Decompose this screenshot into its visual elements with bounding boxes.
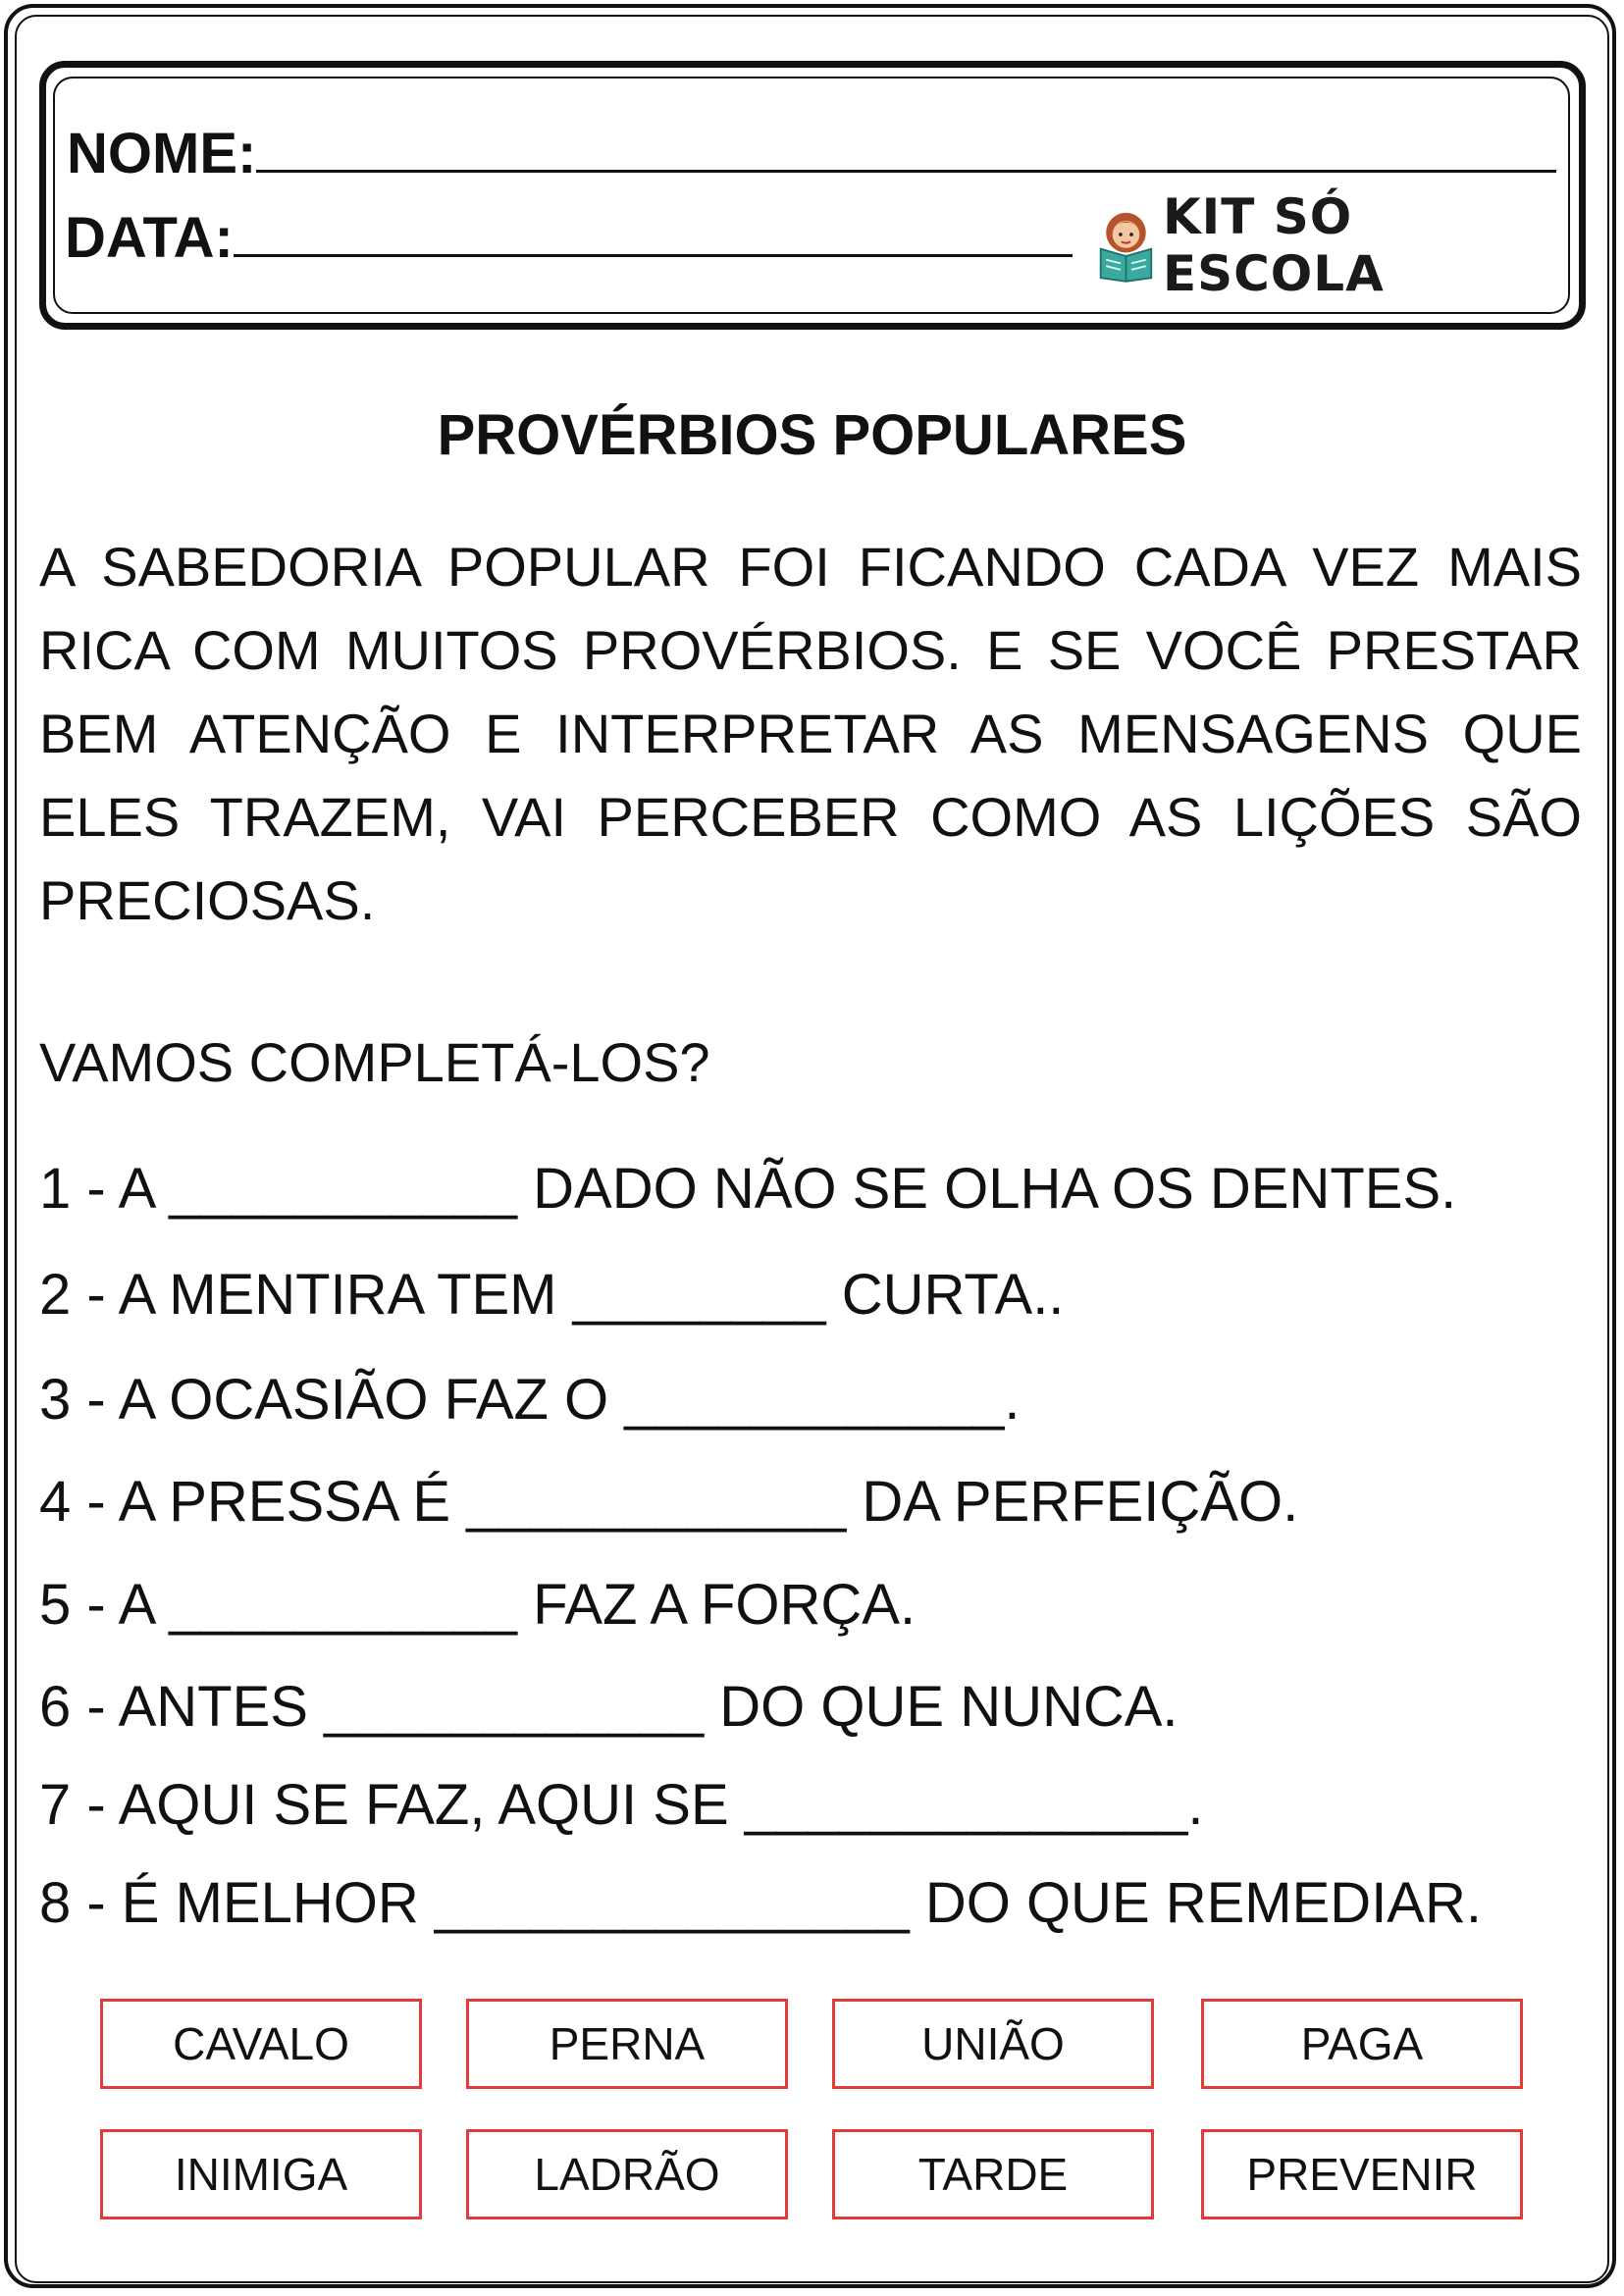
proverb-item-2: 2 - A MENTIRA TEM ________ CURTA.. <box>39 1263 1065 1327</box>
proverb-item-4: 4 - A PRESSA É ____________ DA PERFEIÇÃO. <box>39 1470 1299 1534</box>
question-prompt: VAMOS COMPLETÁ-LOS? <box>39 1031 710 1093</box>
word-box-perna: PERNA <box>466 1999 788 2089</box>
page-title: PROVÉRBIOS POPULARES <box>437 403 1187 467</box>
word-box-inimiga: INIMIGA <box>100 2129 422 2219</box>
proverb-item-7: 7 - AQUI SE FAZ, AQUI SE ______________. <box>39 1773 1204 1837</box>
word-box-paga: PAGA <box>1201 1999 1523 2089</box>
date-label: DATA: <box>65 206 234 270</box>
name-field-line[interactable] <box>256 169 1556 173</box>
proverb-item-3: 3 - A OCASIÃO FAZ O ____________. <box>39 1368 1021 1432</box>
name-label: NOME: <box>67 122 257 185</box>
proverb-item-1: 1 - A ___________ DADO NÃO SE OLHA OS DENTES. <box>39 1157 1457 1221</box>
proverb-item-6: 6 - ANTES ____________ DO QUE NUNCA. <box>39 1675 1179 1739</box>
word-box-cavalo: CAVALO <box>100 1999 422 2089</box>
brand-logo <box>1097 188 1558 302</box>
word-box-prevenir: PREVENIR <box>1201 2129 1523 2219</box>
reading-girl-icon <box>1097 206 1155 285</box>
date-row <box>65 206 1073 270</box>
intro-paragraph: A SABEDORIA POPULAR FOI FICANDO CADA VEZ MAIS RICA COM MUITOS PROVÉRBIOS. E SE VOCÊ PRESTAR BEM ATENÇÃO E INTERPRETAR AS MENSAGENS QUE ELES TRAZEM, VAI PERCEBER COMO AS LIÇÕES SÃO PRECIOSAS. <box>39 536 1582 931</box>
proverb-item-5: 5 - A ___________ FAZ A FORÇA. <box>39 1573 917 1637</box>
brand-name: KIT SÓ ESCOLA <box>1162 188 1385 302</box>
word-box-uniao: UNIÃO <box>832 1999 1154 2089</box>
proverb-item-8: 8 - É MELHOR _______________ DO QUE REMEDIAR. <box>39 1871 1482 1935</box>
date-field-line[interactable] <box>234 253 1073 257</box>
name-row <box>67 122 1556 185</box>
word-box-tarde: TARDE <box>832 2129 1154 2219</box>
word-box-ladrao: LADRÃO <box>466 2129 788 2219</box>
page-border-inner <box>15 15 1609 2283</box>
